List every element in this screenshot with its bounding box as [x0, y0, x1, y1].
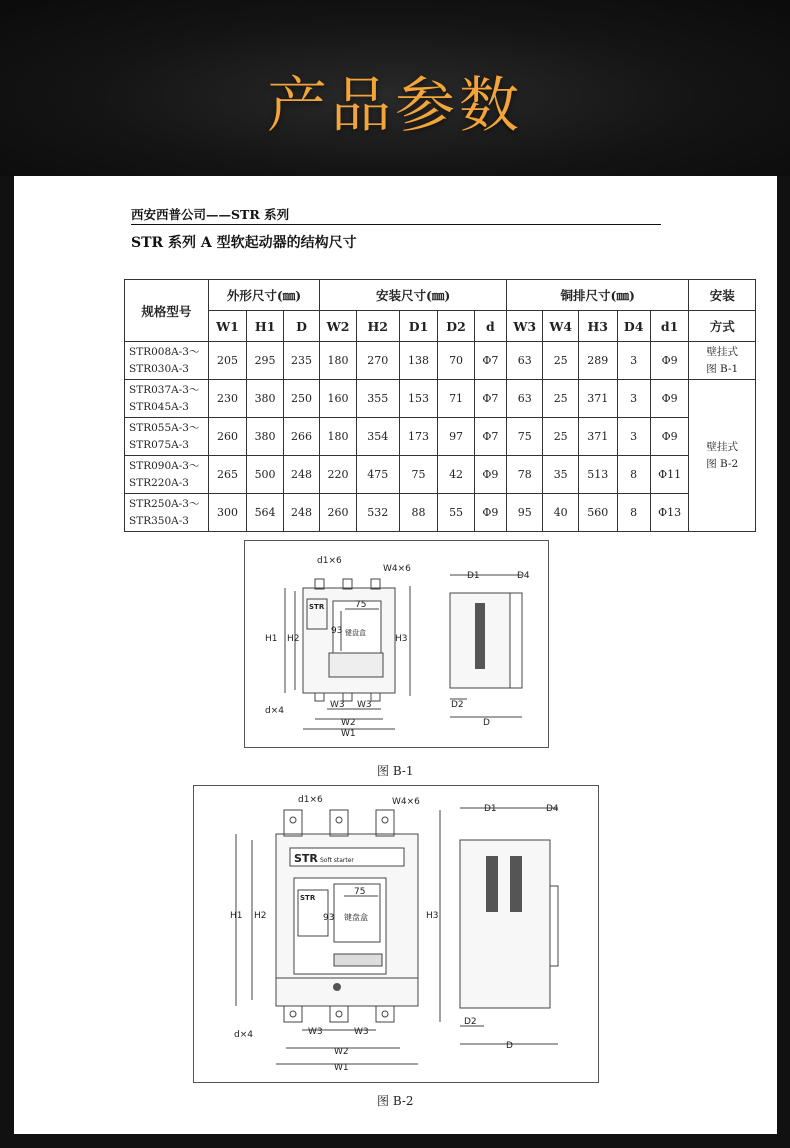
value-cell: 265	[208, 456, 247, 494]
header-install-top: 安装	[689, 280, 756, 311]
value-cell: 371	[578, 380, 617, 418]
value-cell: 97	[438, 418, 474, 456]
b2-label-d1: D1	[484, 804, 497, 814]
sheet-subtitle: STR 系列 A 型软起动器的结构尺寸	[131, 235, 357, 251]
figure-b1	[244, 540, 549, 748]
b2-label-keypad: 键盘盒	[344, 913, 368, 922]
value-cell: 180	[320, 342, 356, 380]
value-cell: Φ13	[650, 494, 689, 532]
b1-label-w3-a: W3	[330, 700, 345, 710]
value-cell: Φ7	[474, 342, 506, 380]
value-cell: 3	[617, 342, 650, 380]
dimension-table	[124, 279, 756, 532]
b2-label-w1: W1	[334, 1063, 349, 1073]
model-line: STR220A-3	[129, 476, 189, 489]
value-cell: 138	[399, 342, 438, 380]
value-cell: 25	[543, 342, 578, 380]
model-line: STR250A-3～	[129, 497, 200, 510]
b1-label-w3-b: W3	[357, 700, 372, 710]
value-cell: 3	[617, 380, 650, 418]
value-cell: 380	[247, 418, 283, 456]
sub-header-h2: H2	[356, 311, 399, 342]
sub-header-h1: H1	[247, 311, 283, 342]
value-cell: Φ9	[650, 342, 689, 380]
value-cell: Φ9	[650, 380, 689, 418]
value-cell: 230	[208, 380, 247, 418]
b1-label-h2: H2	[287, 634, 300, 644]
figure-b2-drawing	[194, 786, 598, 1082]
value-cell: 63	[507, 380, 543, 418]
model-cell	[125, 418, 209, 456]
b2-label-w3-b: W3	[354, 1027, 369, 1037]
header-install-bottom: 方式	[689, 311, 756, 342]
value-cell: 173	[399, 418, 438, 456]
value-cell: 78	[507, 456, 543, 494]
b2-label-h2: H2	[254, 911, 267, 921]
model-cell	[125, 456, 209, 494]
value-cell: Φ11	[650, 456, 689, 494]
value-cell: 235	[283, 342, 319, 380]
spec-sheet	[14, 176, 777, 1134]
b2-label-h1: H1	[230, 911, 243, 921]
sub-header-d4: D4	[617, 311, 650, 342]
model-line: STR037A-3～	[129, 383, 200, 396]
b1-label-h1: H1	[265, 634, 278, 644]
model-line: STR045A-3	[129, 400, 189, 413]
b1-label-w4x6: W4×6	[383, 564, 411, 574]
model-line: STR008A-3～	[129, 345, 200, 358]
b2-label-d2: D2	[464, 1017, 477, 1027]
value-cell: Φ9	[474, 494, 506, 532]
b2-label-d4: D4	[546, 804, 559, 814]
value-cell: 95	[507, 494, 543, 532]
model-cell	[125, 380, 209, 418]
b1-label-d1x6: d1×6	[317, 556, 342, 566]
b2-label-dx4: d×4	[234, 1030, 253, 1040]
b2-label-d1x6: d1×6	[298, 795, 323, 805]
value-cell: 564	[247, 494, 283, 532]
value-cell: Φ7	[474, 418, 506, 456]
value-cell: 500	[247, 456, 283, 494]
model-line: STR350A-3	[129, 514, 189, 527]
b1-label-d1: D1	[467, 571, 480, 581]
value-cell: 8	[617, 456, 650, 494]
sub-header-d1: D1	[399, 311, 438, 342]
b2-label-w3-a: W3	[308, 1027, 323, 1037]
value-cell: 532	[356, 494, 399, 532]
b1-label-keypad: 键盘盒	[345, 629, 366, 637]
install-cell-b1	[689, 342, 756, 380]
table-row	[125, 456, 756, 494]
value-cell: 75	[507, 418, 543, 456]
table-row	[125, 494, 756, 532]
value-cell: 475	[356, 456, 399, 494]
value-cell: 25	[543, 380, 578, 418]
b1-label-h3: H3	[395, 634, 408, 644]
value-cell: 71	[438, 380, 474, 418]
value-cell: 42	[438, 456, 474, 494]
value-cell: Φ9	[474, 456, 506, 494]
banner-title: 产品参数	[267, 71, 523, 141]
table-body	[125, 342, 756, 532]
b1-label-w1: W1	[341, 729, 356, 739]
model-line: STR090A-3～	[129, 459, 200, 472]
sub-header-d2: D2	[438, 311, 474, 342]
value-cell: 55	[438, 494, 474, 532]
value-cell: 260	[320, 494, 356, 532]
header-mount: 安装尺寸(㎜)	[320, 280, 507, 311]
sub-header-w1: W1	[208, 311, 247, 342]
install-line: 壁挂式	[706, 440, 738, 453]
model-cell	[125, 494, 209, 532]
model-line: STR055A-3～	[129, 421, 200, 434]
b2-label-brand-sub: Soft starter	[320, 857, 354, 864]
table-row	[125, 418, 756, 456]
value-cell: 355	[356, 380, 399, 418]
b2-label-brand: STR	[294, 852, 318, 865]
value-cell: 205	[208, 342, 247, 380]
value-cell: 40	[543, 494, 578, 532]
table-row	[125, 342, 756, 380]
b1-label-75: 75	[355, 600, 367, 610]
header-outline: 外形尺寸(㎜)	[208, 280, 320, 311]
title-banner	[0, 0, 790, 176]
value-cell: 289	[578, 342, 617, 380]
value-cell: 354	[356, 418, 399, 456]
sub-header-w2: W2	[320, 311, 356, 342]
value-cell: 380	[247, 380, 283, 418]
install-line: 图 B-1	[706, 362, 739, 375]
figure-b1-drawing	[245, 541, 548, 747]
sub-header-d1: d1	[650, 311, 689, 342]
value-cell: 560	[578, 494, 617, 532]
value-cell: 63	[507, 342, 543, 380]
caption-b2: 图 B-2	[377, 1094, 414, 1108]
value-cell: 300	[208, 494, 247, 532]
value-cell: 35	[543, 456, 578, 494]
b1-label-dx4: d×4	[265, 706, 284, 716]
value-cell: 180	[320, 418, 356, 456]
value-cell: 248	[283, 456, 319, 494]
value-cell: 153	[399, 380, 438, 418]
b2-label-d: D	[506, 1041, 513, 1051]
value-cell: 371	[578, 418, 617, 456]
value-cell: 266	[283, 418, 319, 456]
figure-b2	[193, 785, 599, 1083]
sub-header-d: d	[474, 311, 506, 342]
model-line: STR075A-3	[129, 438, 189, 451]
install-cell-b2	[689, 380, 756, 532]
model-cell	[125, 342, 209, 380]
header-model: 规格型号	[125, 280, 209, 342]
install-line: 壁挂式	[706, 345, 738, 358]
b2-label-93: 93	[323, 913, 335, 923]
value-cell: 75	[399, 456, 438, 494]
install-line: 图 B-2	[706, 457, 739, 470]
b1-label-d2: D2	[451, 700, 464, 710]
b2-label-w4x6: W4×6	[392, 797, 420, 807]
b2-label-75: 75	[354, 887, 366, 897]
b2-label-brand-small: STR	[300, 894, 316, 902]
sub-header-row	[125, 311, 756, 342]
value-cell: 25	[543, 418, 578, 456]
b2-label-h3: H3	[426, 911, 439, 921]
value-cell: 220	[320, 456, 356, 494]
value-cell: 260	[208, 418, 247, 456]
sub-header-w4: W4	[543, 311, 578, 342]
value-cell: 88	[399, 494, 438, 532]
company-line: 西安西普公司——STR 系列	[131, 205, 661, 225]
value-cell: Φ9	[650, 418, 689, 456]
value-cell: 3	[617, 418, 650, 456]
b1-label-d: D	[483, 718, 490, 728]
b1-label-d4: D4	[517, 571, 530, 581]
header-copper: 铜排尺寸(㎜)	[507, 280, 689, 311]
caption-b1: 图 B-1	[377, 764, 414, 778]
b2-label-w2: W2	[334, 1047, 349, 1057]
sub-header-w3: W3	[507, 311, 543, 342]
model-line: STR030A-3	[129, 362, 189, 375]
b1-label-w2: W2	[341, 718, 356, 728]
value-cell: 270	[356, 342, 399, 380]
value-cell: 8	[617, 494, 650, 532]
b1-label-brand: STR	[309, 603, 325, 611]
value-cell: 250	[283, 380, 319, 418]
value-cell: 513	[578, 456, 617, 494]
sub-header-d: D	[283, 311, 319, 342]
value-cell: 248	[283, 494, 319, 532]
table-row	[125, 380, 756, 418]
sub-header-h3: H3	[578, 311, 617, 342]
value-cell: 160	[320, 380, 356, 418]
value-cell: 70	[438, 342, 474, 380]
value-cell: Φ7	[474, 380, 506, 418]
b1-label-93: 93	[331, 626, 343, 636]
value-cell: 295	[247, 342, 283, 380]
